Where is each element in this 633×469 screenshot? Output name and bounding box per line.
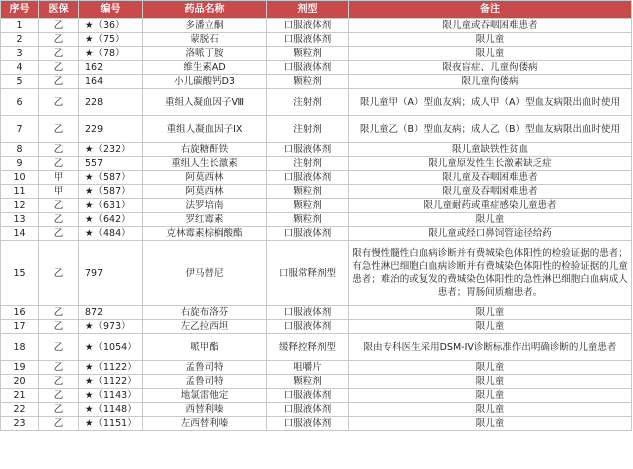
row-drug-name: 小儿碳酸钙D3 — [143, 75, 267, 89]
row-dosage-form: 注射剂 — [267, 116, 349, 143]
row-drug-name: 孟鲁司特 — [143, 361, 267, 375]
row-no: 7 — [1, 116, 39, 143]
table-row — [1, 213, 632, 227]
row-code: ★（1122） — [79, 375, 143, 389]
row-drug-name: 维生素AD — [143, 61, 267, 75]
row-insurance: 乙 — [39, 306, 79, 320]
row-no: 8 — [1, 143, 39, 157]
row-code: ★（75） — [79, 33, 143, 47]
table-row — [1, 306, 632, 320]
row-code: 162 — [79, 61, 143, 75]
row-dosage-form: 颗粒剂 — [267, 375, 349, 389]
table-row — [1, 199, 632, 213]
row-code: ★（1151） — [79, 417, 143, 431]
row-drug-name: 地氯雷他定 — [143, 389, 267, 403]
row-no: 5 — [1, 75, 39, 89]
row-drug-name: 蒙脱石 — [143, 33, 267, 47]
row-dosage-form: 口服液体剂 — [267, 417, 349, 431]
row-code: ★（973） — [79, 320, 143, 334]
row-code: ★（1143） — [79, 389, 143, 403]
row-insurance: 乙 — [39, 116, 79, 143]
row-dosage-form: 口服常释剂型 — [267, 241, 349, 306]
row-drug-name: 右旋糖酐铁 — [143, 143, 267, 157]
row-no: 4 — [1, 61, 39, 75]
row-insurance: 甲 — [39, 171, 79, 185]
table-body — [1, 19, 632, 431]
row-code: ★（587） — [79, 171, 143, 185]
row-no: 14 — [1, 227, 39, 241]
row-remark: 限儿童原发性生长激素缺乏症 — [349, 157, 632, 171]
row-remark: 限儿童 — [349, 403, 632, 417]
row-code: 229 — [79, 116, 143, 143]
row-drug-name: 洛哌丁胺 — [143, 47, 267, 61]
row-no: 22 — [1, 403, 39, 417]
table-row — [1, 320, 632, 334]
row-no: 23 — [1, 417, 39, 431]
row-drug-name: 右旋布洛芬 — [143, 306, 267, 320]
row-insurance: 乙 — [39, 403, 79, 417]
row-dosage-form: 口服液体剂 — [267, 143, 349, 157]
row-no: 1 — [1, 19, 39, 33]
row-no: 2 — [1, 33, 39, 47]
row-code: ★（1122） — [79, 361, 143, 375]
row-code: ★（587） — [79, 185, 143, 199]
row-no: 13 — [1, 213, 39, 227]
table-row — [1, 389, 632, 403]
row-drug-name: 哌甲酯 — [143, 334, 267, 361]
row-remark: 限有慢性髓性白血病诊断并有费城染色体阳性的检验证据的患者；有急性淋巴细胞白血病诊断并有费城染色体阳性的检验证据的儿童患者；难治的或复发的费城染色体阳性的急性淋巴细胞白血病成人患者；胃肠间质瘤患者。 — [349, 241, 632, 306]
row-remark: 限儿童及吞咽困难患者 — [349, 171, 632, 185]
table-row — [1, 143, 632, 157]
row-dosage-form: 口服液体剂 — [267, 33, 349, 47]
header-no: 序号 — [1, 1, 39, 19]
row-dosage-form: 口服液体剂 — [267, 61, 349, 75]
row-dosage-form: 口服液体剂 — [267, 19, 349, 33]
row-remark: 限由专科医生采用DSM-IV诊断标准作出明确诊断的儿童患者 — [349, 334, 632, 361]
row-code: ★（78） — [79, 47, 143, 61]
row-remark: 限儿童或吞咽困难患者 — [349, 19, 632, 33]
row-insurance: 乙 — [39, 143, 79, 157]
table-row — [1, 375, 632, 389]
row-insurance: 乙 — [39, 320, 79, 334]
header-code: 编号 — [79, 1, 143, 19]
row-code: ★（484） — [79, 227, 143, 241]
row-remark: 限儿童 — [349, 320, 632, 334]
table-row — [1, 89, 632, 116]
row-remark: 限儿童佝偻病 — [349, 75, 632, 89]
row-drug-name: 西替利嗪 — [143, 403, 267, 417]
row-remark: 限儿童 — [349, 389, 632, 403]
table-row — [1, 75, 632, 89]
header-remark: 备注 — [349, 1, 632, 19]
row-code: ★（1148） — [79, 403, 143, 417]
row-drug-name: 罗红霉素 — [143, 213, 267, 227]
row-no: 19 — [1, 361, 39, 375]
row-insurance: 乙 — [39, 157, 79, 171]
row-remark: 限儿童 — [349, 33, 632, 47]
row-insurance: 乙 — [39, 33, 79, 47]
row-drug-name: 法罗培南 — [143, 199, 267, 213]
row-remark: 限儿童耐药或重症感染儿童患者 — [349, 199, 632, 213]
row-no: 21 — [1, 389, 39, 403]
row-dosage-form: 口服液体剂 — [267, 227, 349, 241]
row-remark: 限儿童或经口鼻饲管途径给药 — [349, 227, 632, 241]
row-insurance: 乙 — [39, 375, 79, 389]
row-remark: 限儿童 — [349, 306, 632, 320]
table-row — [1, 47, 632, 61]
table-row — [1, 417, 632, 431]
row-drug-name: 阿莫西林 — [143, 185, 267, 199]
table-row — [1, 61, 632, 75]
row-remark: 限儿童 — [349, 47, 632, 61]
row-dosage-form: 咀嚼片 — [267, 361, 349, 375]
table-row — [1, 361, 632, 375]
row-no: 10 — [1, 171, 39, 185]
row-insurance: 乙 — [39, 75, 79, 89]
table-row — [1, 185, 632, 199]
row-dosage-form: 颗粒剂 — [267, 199, 349, 213]
header-drug-name: 药品名称 — [143, 1, 267, 19]
row-drug-name: 重组人生长激素 — [143, 157, 267, 171]
row-code: ★（642） — [79, 213, 143, 227]
row-drug-name: 多潘立酮 — [143, 19, 267, 33]
row-dosage-form: 缓释控释剂型 — [267, 334, 349, 361]
row-insurance: 乙 — [39, 241, 79, 306]
row-drug-name: 左西替利嗪 — [143, 417, 267, 431]
row-remark: 限儿童 — [349, 361, 632, 375]
row-no: 15 — [1, 241, 39, 306]
row-insurance: 乙 — [39, 199, 79, 213]
row-drug-name: 左乙拉西坦 — [143, 320, 267, 334]
table-row — [1, 19, 632, 33]
row-dosage-form: 注射剂 — [267, 89, 349, 116]
row-code: ★（232） — [79, 143, 143, 157]
table-row — [1, 33, 632, 47]
row-code: 228 — [79, 89, 143, 116]
row-remark: 限儿童缺铁性贫血 — [349, 143, 632, 157]
row-no: 9 — [1, 157, 39, 171]
row-code: ★（36） — [79, 19, 143, 33]
row-remark: 限儿童 — [349, 375, 632, 389]
row-remark: 限儿童乙（B）型血友病；成人乙（B）型血友病限出血时使用 — [349, 116, 632, 143]
row-insurance: 乙 — [39, 334, 79, 361]
row-code: ★（631） — [79, 199, 143, 213]
row-insurance: 乙 — [39, 361, 79, 375]
row-remark: 限儿童 — [349, 213, 632, 227]
row-dosage-form: 颗粒剂 — [267, 75, 349, 89]
row-remark: 限夜盲症、儿童佝偻病 — [349, 61, 632, 75]
row-no: 20 — [1, 375, 39, 389]
table-row — [1, 403, 632, 417]
table-header-row — [1, 1, 632, 19]
row-insurance: 乙 — [39, 227, 79, 241]
table-row — [1, 241, 632, 306]
row-drug-name: 克林霉素棕榈酸酯 — [143, 227, 267, 241]
table-row — [1, 157, 632, 171]
row-remark: 限儿童 — [349, 417, 632, 431]
row-drug-name: 阿莫西林 — [143, 171, 267, 185]
row-no: 3 — [1, 47, 39, 61]
row-drug-name: 伊马替尼 — [143, 241, 267, 306]
row-code: 872 — [79, 306, 143, 320]
row-insurance: 乙 — [39, 213, 79, 227]
row-insurance: 乙 — [39, 47, 79, 61]
row-insurance: 乙 — [39, 417, 79, 431]
table-row — [1, 116, 632, 143]
row-no: 18 — [1, 334, 39, 361]
row-dosage-form: 口服液体剂 — [267, 171, 349, 185]
row-code: 797 — [79, 241, 143, 306]
row-insurance: 甲 — [39, 185, 79, 199]
row-no: 16 — [1, 306, 39, 320]
row-code: 557 — [79, 157, 143, 171]
row-no: 12 — [1, 199, 39, 213]
row-no: 6 — [1, 89, 39, 116]
row-remark: 限儿童及吞咽困难患者 — [349, 185, 632, 199]
row-dosage-form: 口服液体剂 — [267, 403, 349, 417]
table-row — [1, 334, 632, 361]
row-dosage-form: 颗粒剂 — [267, 213, 349, 227]
row-dosage-form: 颗粒剂 — [267, 185, 349, 199]
row-dosage-form: 注射剂 — [267, 157, 349, 171]
row-insurance: 乙 — [39, 389, 79, 403]
row-dosage-form: 口服液体剂 — [267, 389, 349, 403]
row-code: ★（1054） — [79, 334, 143, 361]
row-drug-name: 孟鲁司特 — [143, 375, 267, 389]
row-dosage-form: 口服液体剂 — [267, 320, 349, 334]
header-dosage-form: 剂型 — [267, 1, 349, 19]
row-insurance: 乙 — [39, 61, 79, 75]
row-drug-name: 重组人凝血因子Ⅷ — [143, 89, 267, 116]
row-no: 11 — [1, 185, 39, 199]
header-insurance: 医保 — [39, 1, 79, 19]
row-dosage-form: 颗粒剂 — [267, 47, 349, 61]
row-remark: 限儿童甲（A）型血友病；成人甲（A）型血友病限出血时使用 — [349, 89, 632, 116]
row-insurance: 乙 — [39, 19, 79, 33]
table-row — [1, 227, 632, 241]
row-code: 164 — [79, 75, 143, 89]
row-insurance: 乙 — [39, 89, 79, 116]
row-dosage-form: 口服液体剂 — [267, 306, 349, 320]
row-no: 17 — [1, 320, 39, 334]
row-drug-name: 重组人凝血因子IX — [143, 116, 267, 143]
table-row — [1, 171, 632, 185]
